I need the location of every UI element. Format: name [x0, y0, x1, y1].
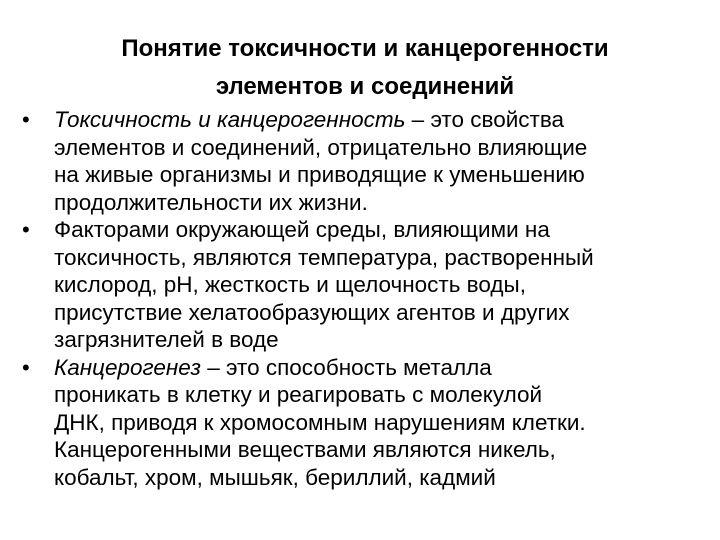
bullet-item-toxicity: [14, 106, 714, 216]
bullet-list: [14, 106, 714, 491]
bullet-lead-text: – это способность металла: [201, 354, 492, 380]
bullet-line: кобальт, хром, мышьяк, бериллий, кадмий: [54, 464, 496, 490]
bullet-line: на живые организмы и приводящие к уменьшению: [54, 162, 585, 187]
bullet-line: ДНК, приводя к хромосомным нарушениям клетки.: [54, 409, 586, 435]
bullet-line: Канцерогенными веществами являются никель,: [54, 437, 556, 462]
title-line-1: Понятие токсичности и канцерогенности: [121, 35, 609, 62]
term-carcinogenesis: Канцерогенез: [54, 354, 202, 380]
bullet-line: кислород, pH, жесткость и щелочность воды,: [54, 272, 526, 297]
bullet-line: [54, 106, 714, 134]
bullet-marker: •: [22, 354, 30, 380]
bullet-line: проникать в клетку и реагировать с молекулой: [54, 382, 543, 407]
bullet-lead-text: – это свойства: [405, 107, 565, 132]
bullet-line: [54, 354, 714, 382]
bullet-line: продолжительности их жизни.: [54, 189, 368, 215]
bullet-item-factors: [14, 216, 714, 354]
bullet-line: элементов и соединений, отрицательно влияющие: [54, 134, 588, 160]
bullet-line: загрязнителей в воде: [54, 327, 279, 352]
slide-title: [60, 30, 670, 106]
term-toxicity: Токсичность и канцерогенность: [54, 107, 406, 132]
bullet-marker: •: [22, 107, 30, 132]
bullet-item-carcinogenesis: [14, 354, 714, 492]
bullet-line: токсичность, являются температура, растворенный: [54, 244, 594, 270]
bullet-line: присутствие хелатообразующих агентов и других: [54, 299, 570, 325]
bullet-line: Факторами окружающей среды, влияющими на: [54, 217, 550, 242]
title-line-2: элементов и соединений: [215, 73, 515, 100]
bullet-marker: •: [22, 217, 30, 242]
